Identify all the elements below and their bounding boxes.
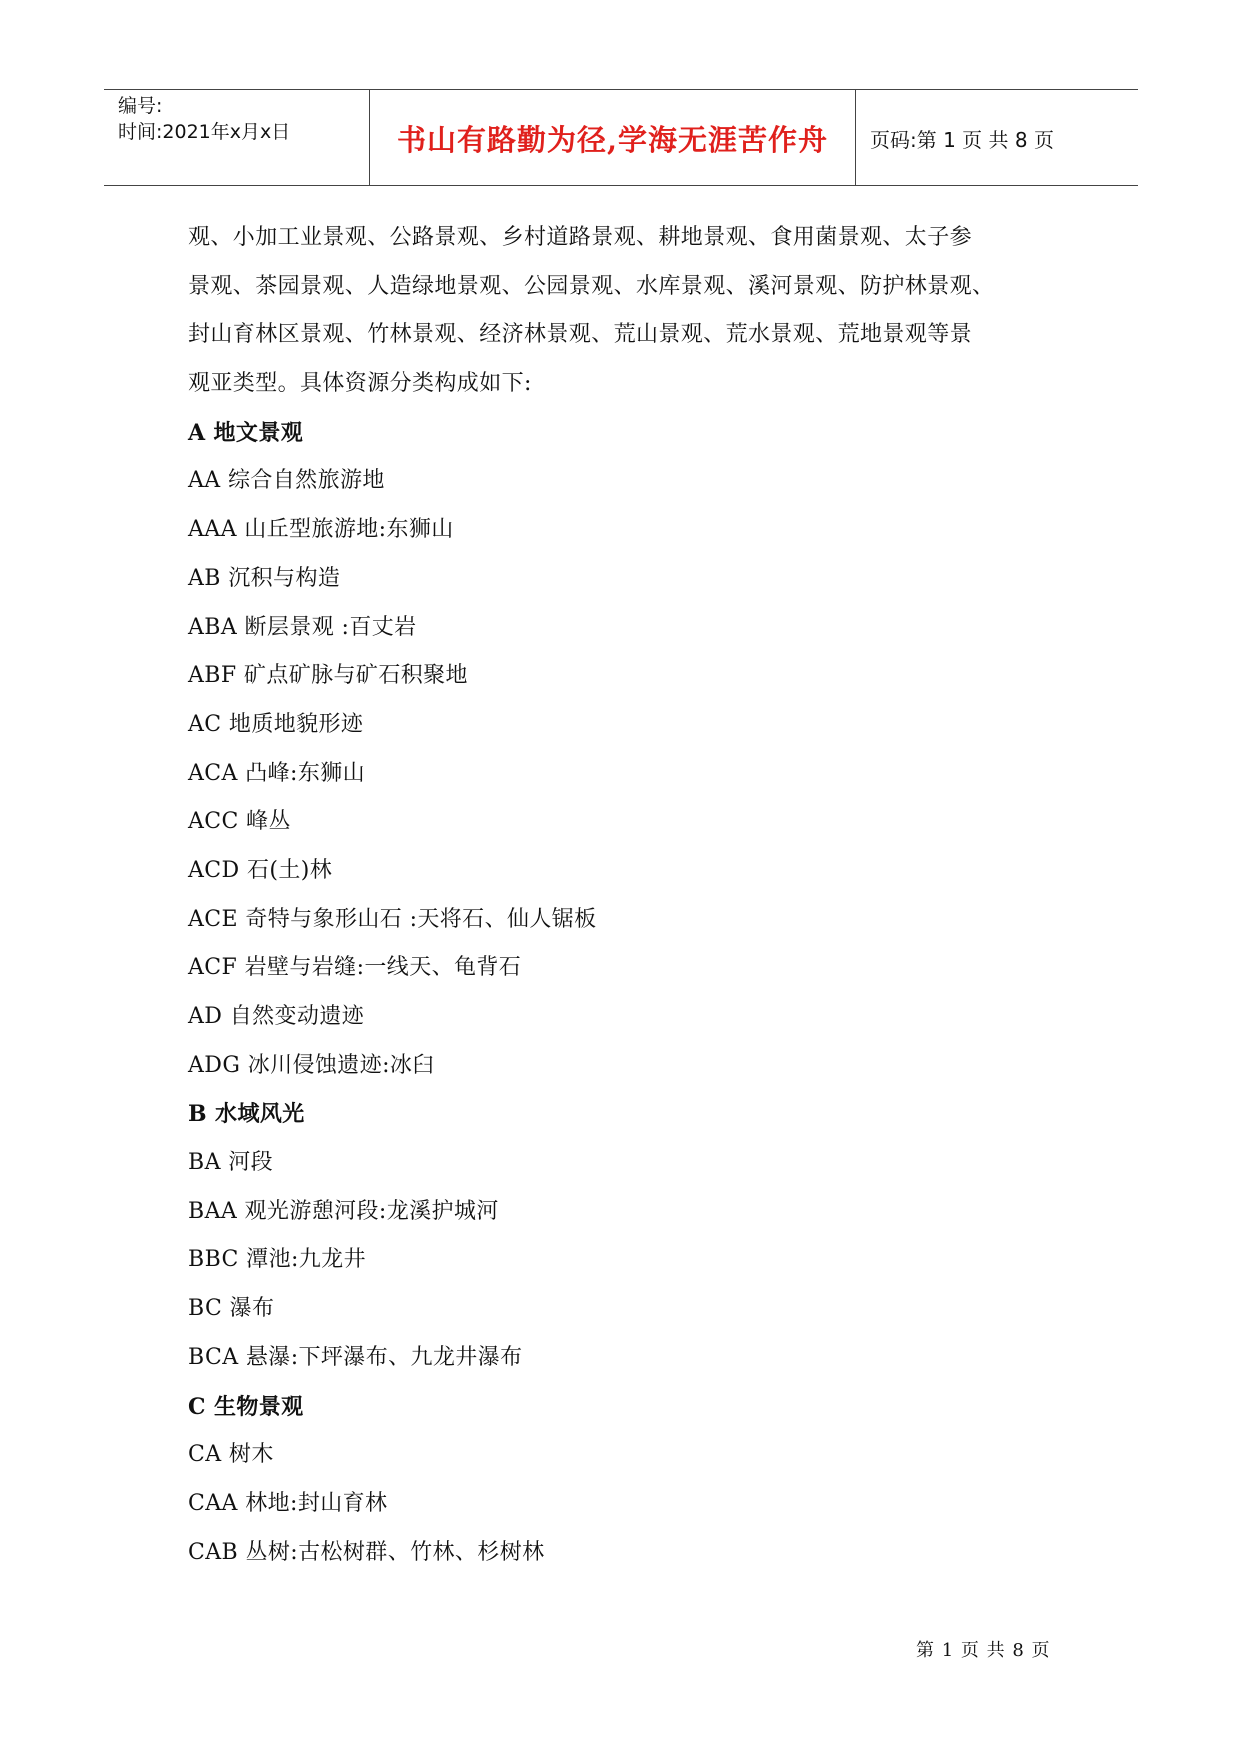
list-item: ABA 断层景观 :百丈岩	[188, 614, 417, 640]
list-item: ACD 石(土)林	[188, 857, 333, 883]
section-heading-a: A 地文景观	[188, 419, 304, 446]
list-item: CAA 林地:封山育林	[188, 1490, 388, 1516]
header-page-cell	[856, 90, 1138, 185]
list-item: BC 瀑布	[188, 1296, 275, 1322]
list-item: ABF 矿点矿脉与矿石积聚地	[188, 663, 468, 689]
section-heading-b: B 水域风光	[188, 1101, 305, 1128]
body-line: 封山育林区景观、竹林景观、经济林景观、荒山景观、荒水景观、荒地景观等景	[188, 322, 973, 348]
list-item: BCA 悬瀑:下坪瀑布、九龙井瀑布	[188, 1344, 523, 1370]
section-heading-c: C 生物景观	[188, 1393, 304, 1420]
header-motto: 书山有路勤为径,学海无涯苦作舟	[396, 123, 829, 157]
list-item: CA 树木	[188, 1442, 274, 1468]
document-body	[188, 214, 1088, 1577]
list-item: ACC 峰丛	[188, 809, 291, 835]
list-item: AA 综合自然旅游地	[188, 468, 385, 494]
body-line: 观、小加工业景观、公路景观、乡村道路景观、耕地景观、食用菌景观、太子参	[188, 225, 973, 250]
page-footer: 第 1 页 共 8 页	[916, 1640, 1051, 1661]
list-item: BA 河段	[188, 1150, 274, 1176]
body-line: 观亚类型。具体资源分类构成如下:	[188, 371, 532, 397]
list-item: AAA 山丘型旅游地:东狮山	[188, 517, 454, 543]
document-number-label: 编号:	[118, 95, 163, 117]
list-item: ACE 奇特与象形山石 :天将石、仙人锯板	[188, 906, 597, 932]
list-item: ADG 冰川侵蚀遗迹:冰臼	[188, 1052, 435, 1078]
header-motto-cell	[369, 90, 856, 185]
body-line: 景观、茶园景观、人造绿地景观、公园景观、水库景观、溪河景观、防护林景观、	[188, 273, 995, 299]
list-item: AD 自然变动遗迹	[188, 1004, 365, 1029]
list-item: BAA 观光游憩河段:龙溪护城河	[188, 1198, 499, 1224]
list-item: BBC 潭池:九龙井	[188, 1247, 366, 1273]
list-item: ACF 岩壁与岩缝:一线天、龟背石	[188, 955, 522, 981]
list-item: ACA 凸峰:东狮山	[188, 760, 366, 786]
page-header	[104, 89, 1138, 186]
list-item: AB 沉积与构造	[188, 565, 341, 591]
header-meta-cell	[104, 90, 369, 185]
document-time-label: 时间:2021年x月x日	[118, 121, 291, 143]
list-item: AC 地质地貌形迹	[188, 711, 364, 737]
list-item: CAB 丛树:古松树群、竹林、杉树林	[188, 1539, 545, 1565]
header-page-label: 页码:第 1 页 共 8 页	[870, 128, 1054, 152]
